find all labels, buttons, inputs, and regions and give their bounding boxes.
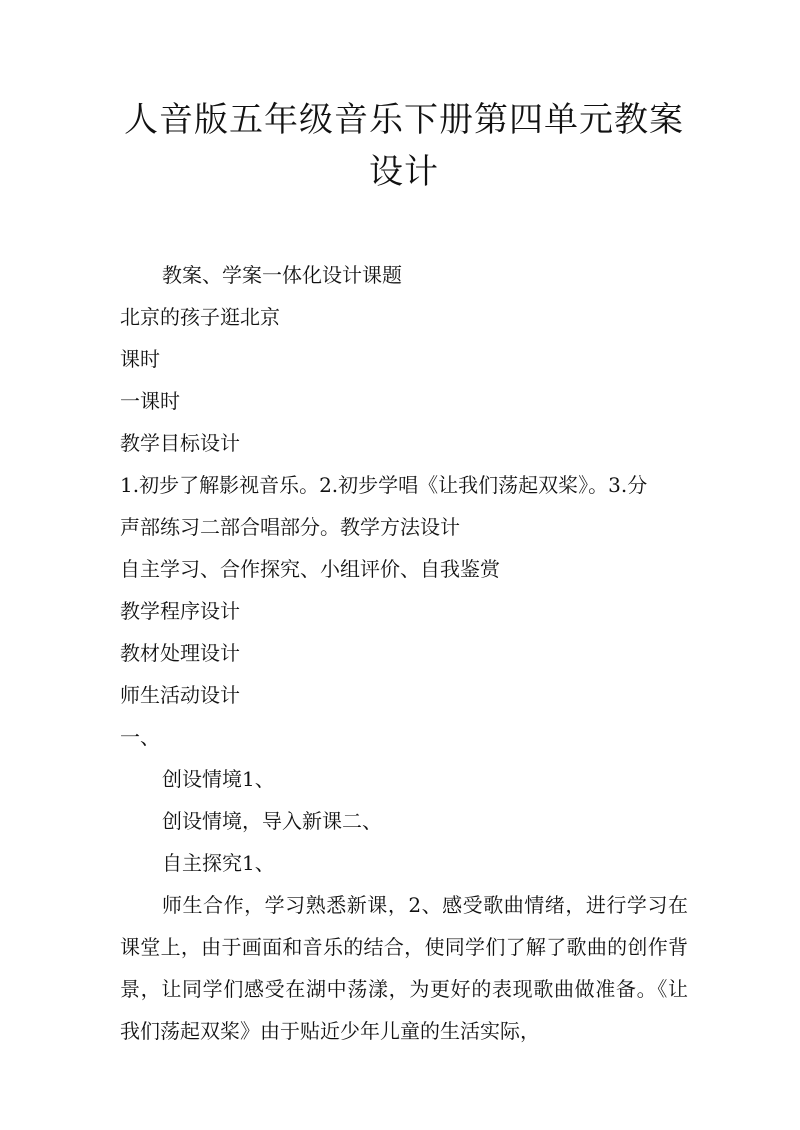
text-line: 声部练习二部合唱部分。教学方法设计 (120, 515, 460, 539)
text-line: 自主探究1、 (162, 851, 275, 875)
text-line: 一、 (120, 725, 160, 749)
document-body (120, 254, 688, 1052)
text-line: 北京的孩子逛北京 (120, 305, 280, 329)
document-title: 人音版五年级音乐下册第四单元教案设计 (124, 100, 684, 192)
text-line: 教案、学案一体化设计课题 (162, 263, 402, 287)
text-line: 教学目标设计 (120, 431, 240, 455)
body-paragraph: 师生合作，学习熟悉新课，2、感受歌曲情绪，进行学习在课堂上，由于画面和音乐的结合，使同学们了解了歌曲的创作背景，让同学们感受在湖中荡漾，为更好的表现歌曲做准备。《让我们荡起双桨》由于贴近少年儿童的生活实际， (120, 893, 688, 1043)
text-line: 创设情境1、 (162, 767, 275, 791)
text-line: 师生活动设计 (120, 683, 240, 707)
text-line: 教材处理设计 (120, 641, 240, 665)
text-line: 1.初步了解影视音乐。2.初步学唱《让我们荡起双桨》。3.分 (120, 473, 648, 497)
text-line: 课时 (120, 347, 160, 371)
text-line: 自主学习、合作探究、小组评价、自我鉴赏 (120, 557, 500, 581)
text-line: 一课时 (120, 389, 180, 413)
text-line: 创设情境，导入新课二、 (162, 809, 382, 833)
text-line: 教学程序设计 (120, 599, 240, 623)
